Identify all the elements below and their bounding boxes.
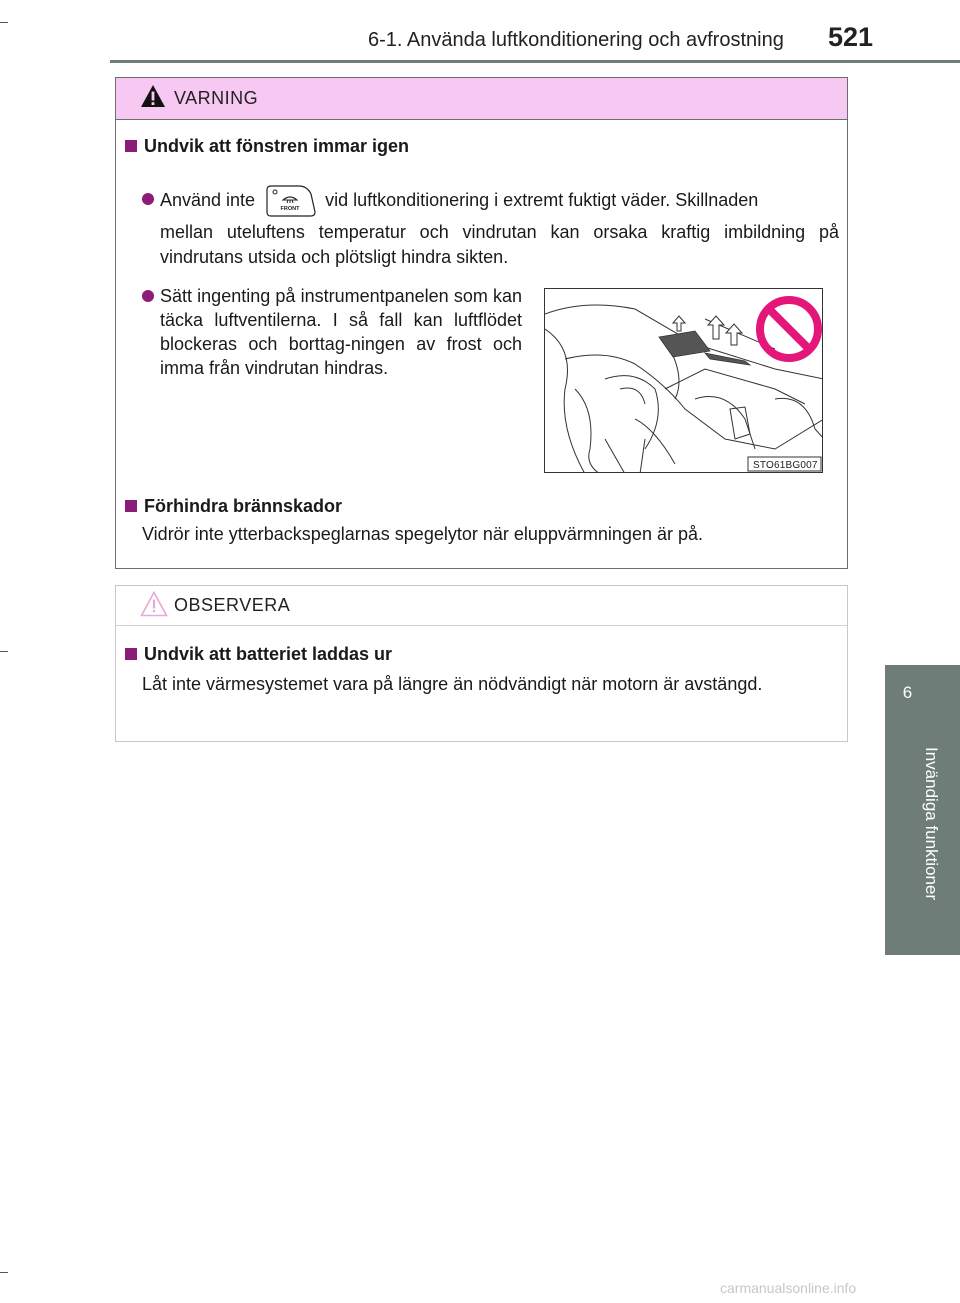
square-bullet-icon (125, 500, 137, 512)
square-bullet-icon (125, 140, 137, 152)
warning-heading-burns (125, 496, 342, 517)
warning-header (116, 78, 847, 120)
bullet-text: Sätt ingenting på instrumentpanelen som kan täcka luftventilerna. I så fall kan luftflödet blockeras och borttag-ningen av frost och imma från vindrutan hindras. (160, 286, 522, 378)
front-key-label: FRONT (280, 206, 300, 212)
crop-mark (0, 651, 8, 652)
square-bullet-icon (125, 648, 137, 660)
bullet-dashboard (142, 284, 522, 380)
notice-heading-battery (125, 644, 392, 665)
bullet-front-defrost-continuation: mellan uteluftens temperatur och vindrutan kan orsaka kraftig imbildning på vindrutans utsida och plötsligt hindra sikten. (160, 222, 839, 267)
warning-label: VARNING (174, 88, 259, 108)
page-number: 521 (828, 22, 874, 52)
chapter-title: Invändiga funktioner (922, 747, 941, 901)
dashboard-illustration (544, 288, 823, 473)
page-header (0, 0, 960, 64)
round-bullet-icon (142, 290, 154, 302)
bullet-text: Använd inte (160, 190, 256, 210)
battery-text: Låt inte värmesystemet vara på längre än nödvändigt när motorn är avstängd. (142, 674, 763, 694)
dashboard-line-art (545, 289, 823, 473)
chapter-tab (885, 665, 960, 955)
bullet-front-defrost (142, 184, 839, 218)
heading-text: Förhindra brännskador (144, 496, 343, 516)
section-title: 6-1. Använda luftkonditionering och avfrostning (368, 29, 784, 51)
round-bullet-icon (142, 193, 154, 205)
burns-text: Vidrör inte ytterbackspeglarnas spegelytor när eluppvärmningen är på. (142, 524, 703, 544)
watermark: carmanualsonline.info (720, 1280, 857, 1296)
front-defroster-button-icon (263, 184, 317, 218)
figure-code: STO61BG007 (753, 460, 818, 471)
header-rule (110, 60, 960, 63)
heading-text: Undvik att batteriet laddas ur (144, 644, 393, 664)
heading-text: Undvik att fönstren immar igen (144, 136, 410, 156)
notice-header (116, 586, 847, 626)
chapter-number: 6 (902, 683, 913, 702)
warning-heading-fogging (125, 136, 409, 157)
warning-triangle-icon (140, 84, 166, 113)
caution-triangle-icon (140, 591, 168, 622)
bullet-text-cont: vid luftkonditionering i extremt fuktigt väder. Skillnaden (325, 190, 759, 210)
crop-mark (0, 1272, 8, 1273)
notice-label: OBSERVERA (174, 595, 291, 615)
prohibited-icon (760, 300, 818, 358)
